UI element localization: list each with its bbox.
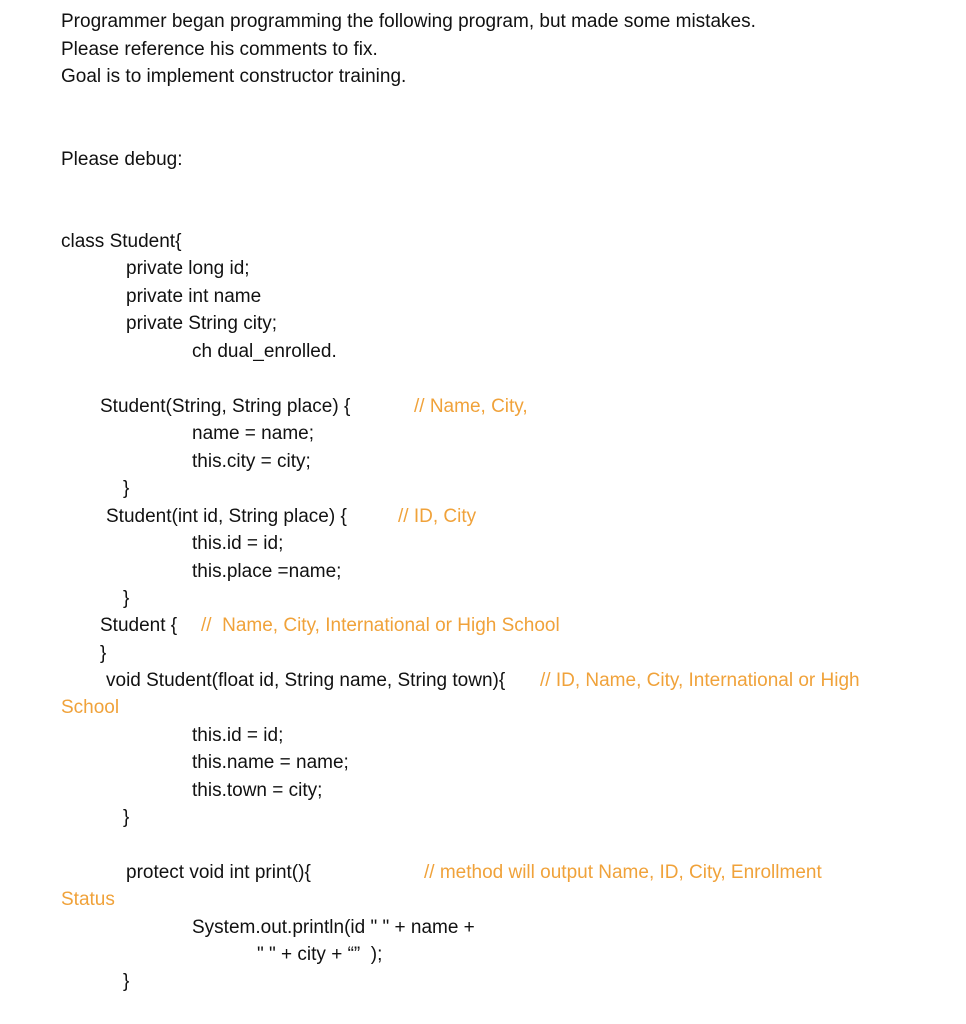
ctor4-body-line-2: this.name = name; (192, 752, 349, 773)
print-method-comment-wrap: Status (61, 889, 115, 910)
ctor4-comment-wrap: School (61, 697, 120, 718)
ctor3-signature: Student { (100, 615, 178, 636)
print-close-brace: } (123, 971, 130, 992)
ctor1-signature: Student(String, String place) { (100, 396, 351, 417)
print-method-comment: // method will output Name, ID, City, Enrollment (424, 862, 822, 883)
debug-prompt: Please debug: (61, 149, 183, 170)
ctor1-comment: // Name, City, (414, 396, 528, 417)
print-method-signature: protect void int print(){ (126, 862, 311, 883)
field-city: private String city; (126, 313, 277, 334)
ctor3-close-brace: } (100, 643, 107, 664)
print-body-line-1: System.out.println(id " " + name + (192, 917, 475, 938)
intro-line-2: Please reference his comments to fix. (61, 39, 378, 60)
ctor4-signature: void Student(float id, String name, String town){ (106, 670, 506, 691)
ctor2-comment: // ID, City (398, 506, 477, 527)
field-id: private long id; (126, 258, 250, 279)
intro-line-3: Goal is to implement constructor training. (61, 66, 407, 87)
print-body-line-2: " " + city + “” ); (257, 944, 383, 965)
field-name: private int name (126, 286, 262, 307)
ctor4-comment: // ID, Name, City, International or High (540, 670, 860, 691)
ctor1-body-line-1: name = name; (192, 423, 314, 444)
ctor2-body-line-1: this.id = id; (192, 533, 284, 554)
ctor2-signature: Student(int id, String place) { (106, 506, 347, 527)
ctor2-close-brace: } (123, 588, 130, 609)
ctor4-body-line-3: this.town = city; (192, 780, 323, 801)
field-dual-enrolled: ch dual_enrolled. (192, 341, 337, 362)
class-declaration: class Student{ (61, 231, 182, 252)
ctor4-body-line-1: this.id = id; (192, 725, 284, 746)
ctor3-comment: // Name, City, International or High School (201, 615, 560, 636)
ctor1-close-brace: } (123, 478, 130, 499)
ctor1-body-line-2: this.city = city; (192, 451, 311, 472)
ctor2-body-line-2: this.place =name; (192, 561, 342, 582)
ctor4-close-brace: } (123, 807, 130, 828)
intro-line-1: Programmer began programming the following program, but made some mistakes. (61, 11, 756, 32)
